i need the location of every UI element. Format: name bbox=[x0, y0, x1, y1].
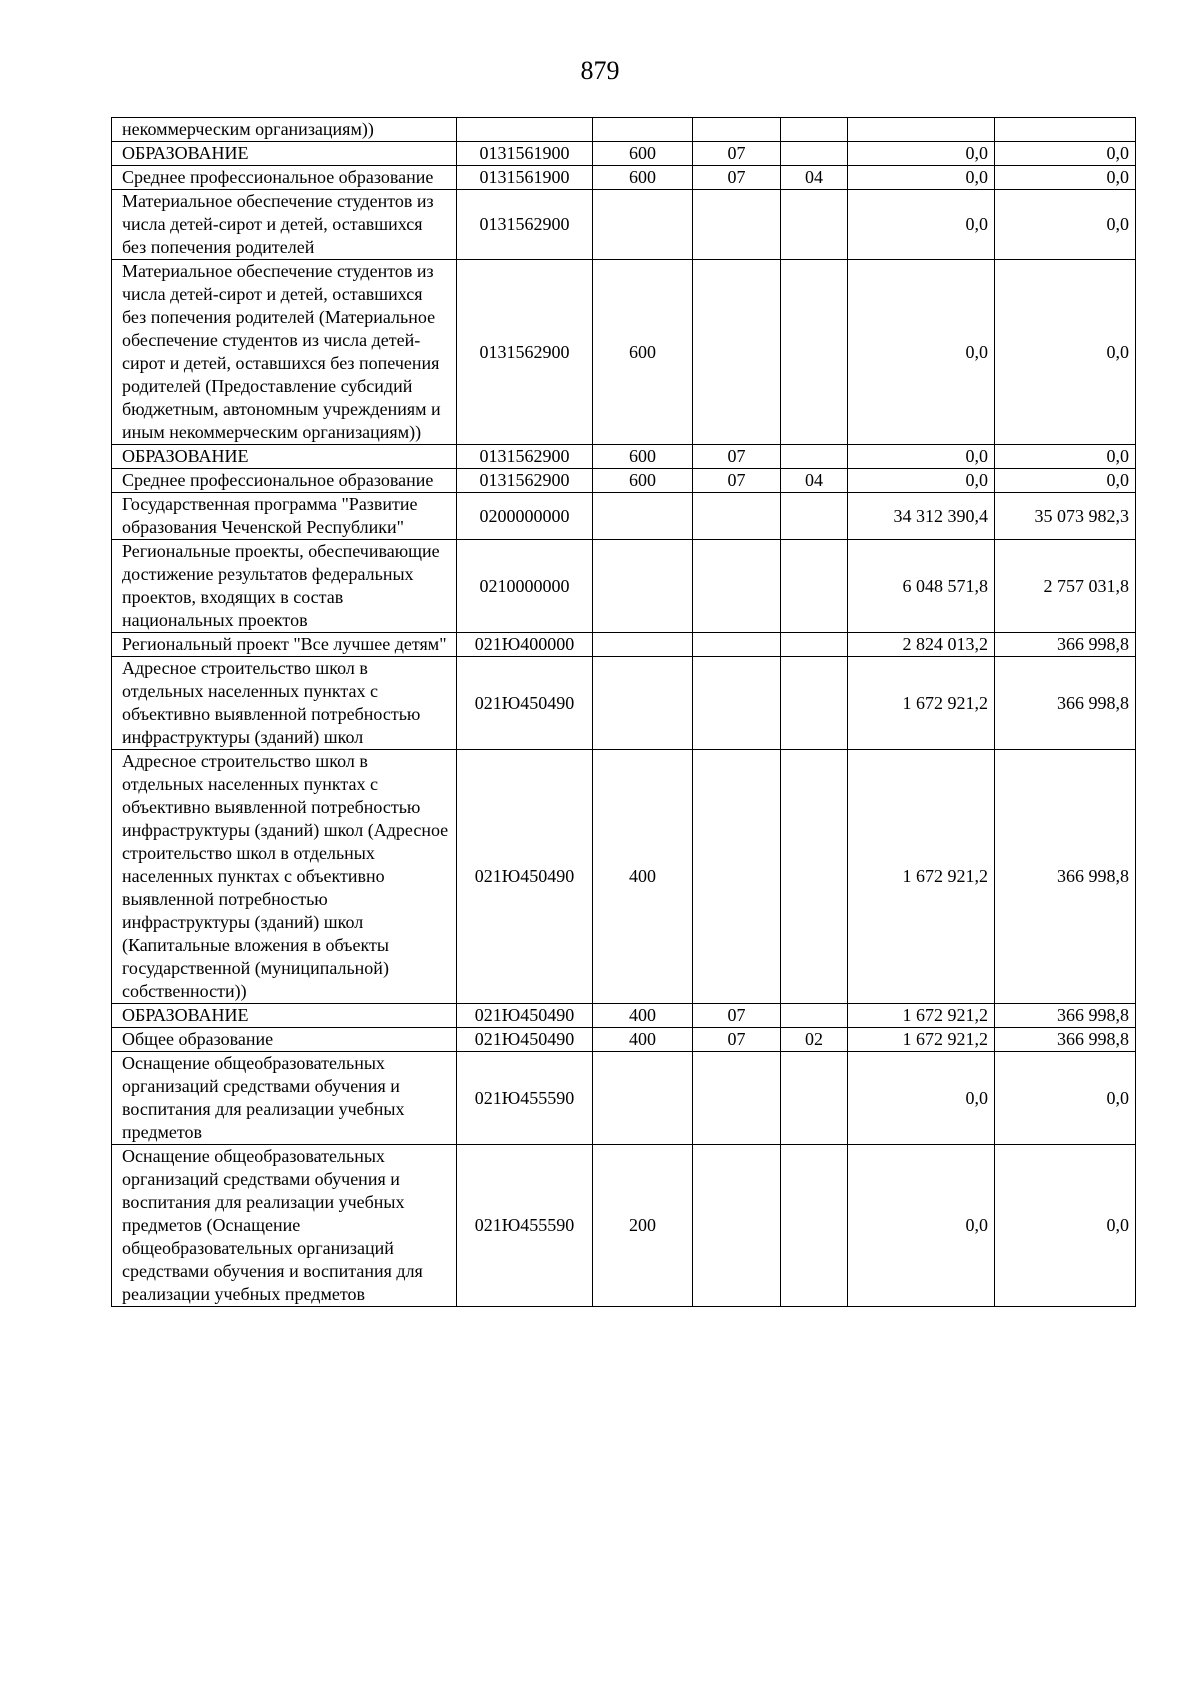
expense-type-cell: 400 bbox=[593, 1004, 693, 1028]
table-row bbox=[112, 750, 1136, 1004]
expense-type-cell bbox=[593, 633, 693, 657]
subsection-cell bbox=[781, 1052, 848, 1145]
subsection-cell bbox=[781, 260, 848, 445]
target-article-cell: 0131561900 bbox=[457, 142, 593, 166]
subsection-cell bbox=[781, 493, 848, 540]
section-cell: 07 bbox=[693, 1004, 781, 1028]
expense-type-cell bbox=[593, 118, 693, 142]
target-article-cell: 0131561900 bbox=[457, 166, 593, 190]
amount-year2-cell: 0,0 bbox=[995, 1145, 1136, 1307]
row-name-cell: Оснащение общеобразовательных организаций средствами обучения и воспитания для реализации учебных предметов bbox=[112, 1052, 457, 1145]
amount-year1-cell: 0,0 bbox=[848, 1052, 995, 1145]
row-name-cell: ОБРАЗОВАНИЕ bbox=[112, 142, 457, 166]
table-row bbox=[112, 118, 1136, 142]
amount-year2-cell: 366 998,8 bbox=[995, 1028, 1136, 1052]
table-row bbox=[112, 1004, 1136, 1028]
table-row bbox=[112, 540, 1136, 633]
target-article-cell: 0210000000 bbox=[457, 540, 593, 633]
table-row bbox=[112, 469, 1136, 493]
amount-year2-cell: 0,0 bbox=[995, 260, 1136, 445]
target-article-cell: 021Ю455590 bbox=[457, 1145, 593, 1307]
amount-year1-cell: 0,0 bbox=[848, 190, 995, 260]
table-row bbox=[112, 142, 1136, 166]
subsection-cell bbox=[781, 750, 848, 1004]
subsection-cell: 04 bbox=[781, 469, 848, 493]
table-row bbox=[112, 1028, 1136, 1052]
table-row bbox=[112, 166, 1136, 190]
amount-year2-cell: 366 998,8 bbox=[995, 1004, 1136, 1028]
table-row bbox=[112, 633, 1136, 657]
amount-year2-cell: 0,0 bbox=[995, 445, 1136, 469]
subsection-cell bbox=[781, 445, 848, 469]
target-article-cell: 0131562900 bbox=[457, 445, 593, 469]
row-name-cell: Среднее профессиональное образование bbox=[112, 469, 457, 493]
amount-year1-cell: 0,0 bbox=[848, 445, 995, 469]
amount-year1-cell: 1 672 921,2 bbox=[848, 1004, 995, 1028]
section-cell bbox=[693, 260, 781, 445]
subsection-cell bbox=[781, 1004, 848, 1028]
amount-year2-cell: 366 998,8 bbox=[995, 633, 1136, 657]
amount-year1-cell: 1 672 921,2 bbox=[848, 657, 995, 750]
table-row bbox=[112, 190, 1136, 260]
section-cell: 07 bbox=[693, 142, 781, 166]
target-article-cell: 021Ю450490 bbox=[457, 1028, 593, 1052]
section-cell: 07 bbox=[693, 1028, 781, 1052]
amount-year2-cell: 0,0 bbox=[995, 1052, 1136, 1145]
subsection-cell bbox=[781, 142, 848, 166]
expense-type-cell: 600 bbox=[593, 445, 693, 469]
amount-year2-cell: 0,0 bbox=[995, 142, 1136, 166]
section-cell bbox=[693, 1052, 781, 1145]
expense-type-cell: 600 bbox=[593, 142, 693, 166]
target-article-cell: 0131562900 bbox=[457, 469, 593, 493]
amount-year1-cell: 1 672 921,2 bbox=[848, 1028, 995, 1052]
expense-type-cell: 200 bbox=[593, 1145, 693, 1307]
expense-type-cell bbox=[593, 190, 693, 260]
target-article-cell: 0200000000 bbox=[457, 493, 593, 540]
expense-type-cell: 400 bbox=[593, 750, 693, 1004]
row-name-cell: ОБРАЗОВАНИЕ bbox=[112, 445, 457, 469]
amount-year2-cell: 0,0 bbox=[995, 166, 1136, 190]
table-row bbox=[112, 445, 1136, 469]
amount-year2-cell bbox=[995, 118, 1136, 142]
table-row bbox=[112, 1052, 1136, 1145]
subsection-cell bbox=[781, 1145, 848, 1307]
row-name-cell: Региональные проекты, обеспечивающие достижение результатов федеральных проектов, входящих в состав национальных проектов bbox=[112, 540, 457, 633]
page-number: 879 bbox=[580, 56, 620, 85]
subsection-cell bbox=[781, 118, 848, 142]
table-row bbox=[112, 493, 1136, 540]
section-cell bbox=[693, 1145, 781, 1307]
amount-year1-cell: 0,0 bbox=[848, 260, 995, 445]
expense-type-cell: 600 bbox=[593, 469, 693, 493]
expense-type-cell: 400 bbox=[593, 1028, 693, 1052]
amount-year1-cell bbox=[848, 118, 995, 142]
subsection-cell bbox=[781, 190, 848, 260]
amount-year2-cell: 0,0 bbox=[995, 190, 1136, 260]
amount-year1-cell: 2 824 013,2 bbox=[848, 633, 995, 657]
row-name-cell: Адресное строительство школ в отдельных населенных пунктах с объективно выявленной потребностью инфраструктуры (зданий) школ bbox=[112, 657, 457, 750]
section-cell bbox=[693, 493, 781, 540]
section-cell bbox=[693, 190, 781, 260]
section-cell bbox=[693, 657, 781, 750]
budget-table bbox=[111, 117, 1136, 1307]
amount-year1-cell: 0,0 bbox=[848, 1145, 995, 1307]
expense-type-cell bbox=[593, 540, 693, 633]
section-cell bbox=[693, 118, 781, 142]
expense-type-cell: 600 bbox=[593, 260, 693, 445]
target-article-cell: 021Ю450490 bbox=[457, 750, 593, 1004]
target-article-cell: 021Ю455590 bbox=[457, 1052, 593, 1145]
section-cell: 07 bbox=[693, 166, 781, 190]
target-article-cell: 0131562900 bbox=[457, 190, 593, 260]
target-article-cell: 021Ю400000 bbox=[457, 633, 593, 657]
expense-type-cell bbox=[593, 493, 693, 540]
section-cell: 07 bbox=[693, 469, 781, 493]
row-name-cell: Материальное обеспечение студентов из числа детей-сирот и детей, оставшихся без попечения родителей bbox=[112, 190, 457, 260]
target-article-cell: 021Ю450490 bbox=[457, 1004, 593, 1028]
amount-year2-cell: 35 073 982,3 bbox=[995, 493, 1136, 540]
expense-type-cell bbox=[593, 657, 693, 750]
row-name-cell: Адресное строительство школ в отдельных населенных пунктах с объективно выявленной потребностью инфраструктуры (зданий) школ (Адресное строительство школ в отдельных населенных пунктах с объективно выявленной потребностью инфраструктуры (зданий) школ (Капитальные вложения в объекты государственной (муниципальной) собственности)) bbox=[112, 750, 457, 1004]
amount-year1-cell: 0,0 bbox=[848, 166, 995, 190]
amount-year2-cell: 0,0 bbox=[995, 469, 1136, 493]
target-article-cell bbox=[457, 118, 593, 142]
subsection-cell: 04 bbox=[781, 166, 848, 190]
row-name-cell: ОБРАЗОВАНИЕ bbox=[112, 1004, 457, 1028]
row-name-cell: Общее образование bbox=[112, 1028, 457, 1052]
row-name-cell: Региональный проект "Все лучшее детям" bbox=[112, 633, 457, 657]
section-cell bbox=[693, 540, 781, 633]
subsection-cell bbox=[781, 540, 848, 633]
expense-type-cell: 600 bbox=[593, 166, 693, 190]
section-cell: 07 bbox=[693, 445, 781, 469]
row-name-cell: некоммерческим организациям)) bbox=[112, 118, 457, 142]
amount-year2-cell: 366 998,8 bbox=[995, 750, 1136, 1004]
section-cell bbox=[693, 633, 781, 657]
table-row bbox=[112, 260, 1136, 445]
table-row bbox=[112, 657, 1136, 750]
target-article-cell: 021Ю450490 bbox=[457, 657, 593, 750]
amount-year1-cell: 1 672 921,2 bbox=[848, 750, 995, 1004]
table-row bbox=[112, 1145, 1136, 1307]
subsection-cell bbox=[781, 657, 848, 750]
amount-year1-cell: 0,0 bbox=[848, 469, 995, 493]
amount-year1-cell: 0,0 bbox=[848, 142, 995, 166]
amount-year1-cell: 34 312 390,4 bbox=[848, 493, 995, 540]
table-body bbox=[112, 118, 1136, 1307]
expense-type-cell bbox=[593, 1052, 693, 1145]
amount-year2-cell: 2 757 031,8 bbox=[995, 540, 1136, 633]
row-name-cell: Материальное обеспечение студентов из числа детей-сирот и детей, оставшихся без попечения родителей (Материальное обеспечение студентов из числа детей-сирот и детей, оставшихся без попечения родителей (Предоставление субсидий бюджетным, автономным учреждениям и иным некоммерческим организациям)) bbox=[112, 260, 457, 445]
row-name-cell: Государственная программа "Развитие образования Чеченской Республики" bbox=[112, 493, 457, 540]
row-name-cell: Среднее профессиональное образование bbox=[112, 166, 457, 190]
row-name-cell: Оснащение общеобразовательных организаций средствами обучения и воспитания для реализации учебных предметов (Оснащение общеобразовательных организаций средствами обучения и воспитания для реализации учебных предметов bbox=[112, 1145, 457, 1307]
target-article-cell: 0131562900 bbox=[457, 260, 593, 445]
amount-year2-cell: 366 998,8 bbox=[995, 657, 1136, 750]
amount-year1-cell: 6 048 571,8 bbox=[848, 540, 995, 633]
section-cell bbox=[693, 750, 781, 1004]
subsection-cell: 02 bbox=[781, 1028, 848, 1052]
subsection-cell bbox=[781, 633, 848, 657]
